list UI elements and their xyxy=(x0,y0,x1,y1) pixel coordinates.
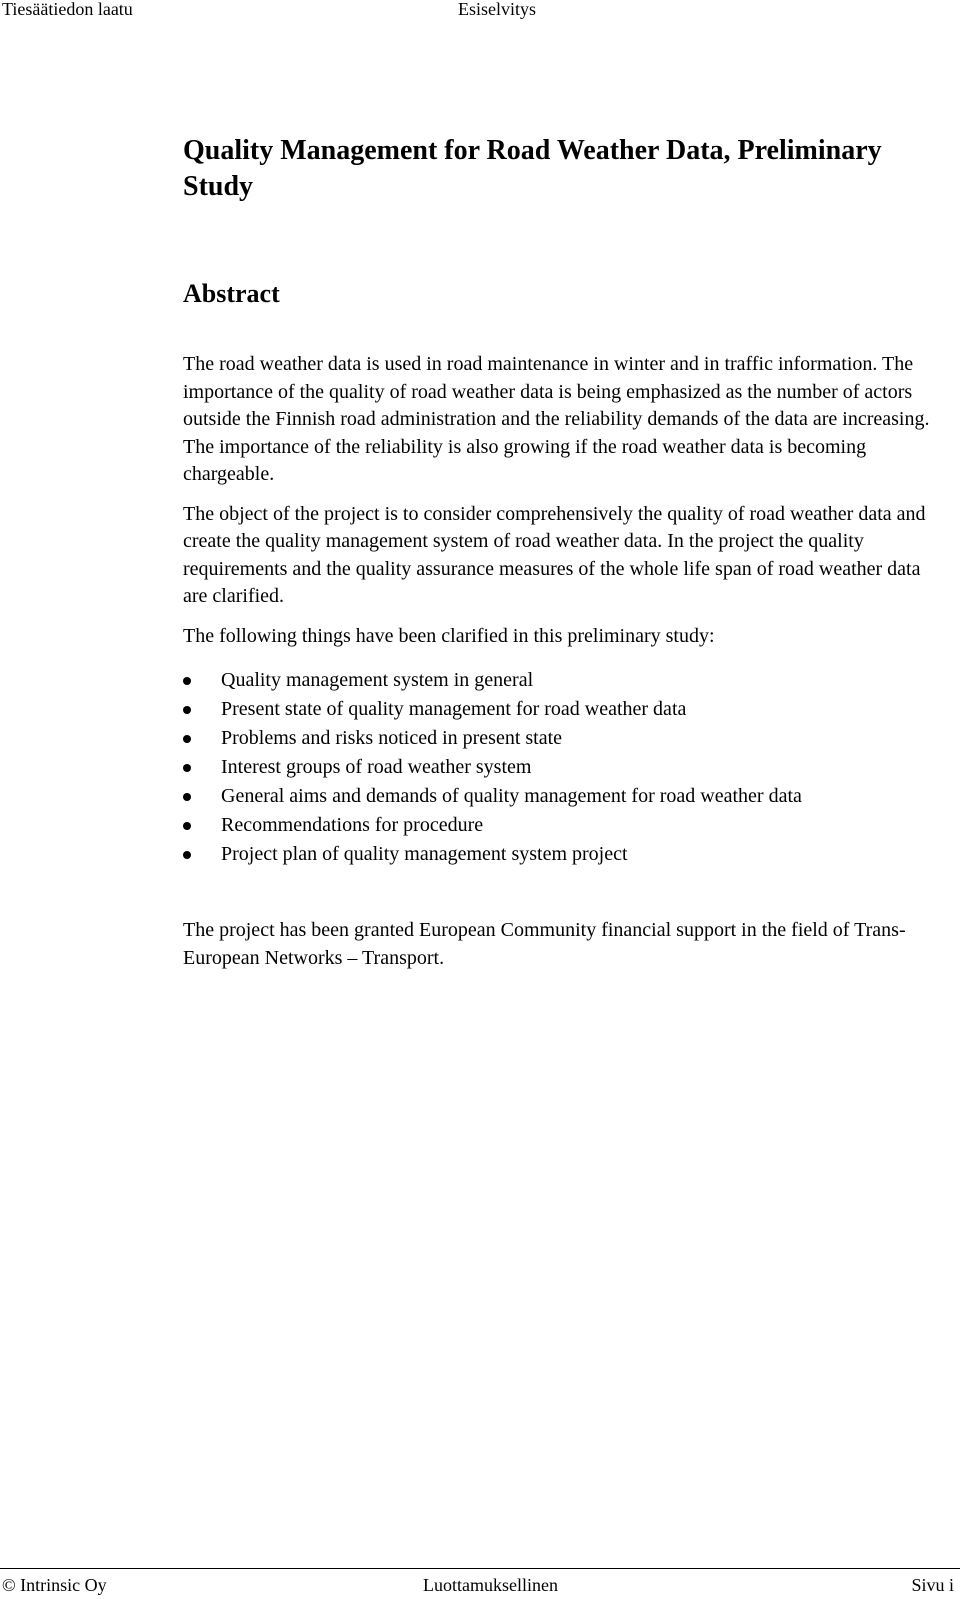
list-item-text: Present state of quality management for road weather data xyxy=(221,698,687,720)
page-header xyxy=(0,0,960,22)
abstract-heading: Abstract xyxy=(183,279,280,308)
list-item-text: Quality management system in general xyxy=(221,669,534,691)
header-document-type: Esiselvitys xyxy=(458,0,537,19)
list-item xyxy=(183,782,948,811)
document-title: Quality Management for Road Weather Data, Preliminary Study xyxy=(183,135,882,202)
funding-paragraph: The project has been granted European Community financial support in the field of Trans-European Networks – Transport. xyxy=(183,919,906,969)
bullet-icon xyxy=(183,764,191,772)
bullet-icon xyxy=(183,822,191,830)
footer-copyright: © Intrinsic Oy xyxy=(2,1575,107,1595)
list-item xyxy=(183,840,948,869)
list-item-text: Interest groups of road weather system xyxy=(221,756,532,778)
footer-divider xyxy=(0,1568,960,1569)
abstract-paragraph-2: The object of the project is to consider comprehensively the quality of road weather data and create the quality management system of road weather data. In the project the quality requirements and the quality assurance measures of the whole life span of road weather data are clarified. xyxy=(183,502,926,607)
list-item xyxy=(183,695,948,724)
list-item-text: General aims and demands of quality management for road weather data xyxy=(221,785,802,807)
page-footer xyxy=(0,1575,960,1597)
list-item-text: Problems and risks noticed in present state xyxy=(221,727,563,749)
list-item xyxy=(183,753,948,782)
header-document-name: Tiesäätiedon laatu xyxy=(2,0,133,19)
footer-page-number: Sivu i xyxy=(911,1575,954,1595)
bullet-icon xyxy=(183,677,191,685)
list-item xyxy=(183,666,948,695)
footer-confidentiality: Luottamuksellinen xyxy=(423,1575,558,1595)
clarified-items-list xyxy=(183,666,948,869)
list-item-text: Recommendations for procedure xyxy=(221,814,484,836)
abstract-paragraph-1: The road weather data is used in road maintenance in winter and in traffic information. The importance of the quality of road weather data is being emphasized as the number of actors outside the Finnish road administration and the reliability demands of the data are increasing. The importance of the reliability is also growing if the road weather data is becoming chargeable. xyxy=(183,353,930,485)
list-item xyxy=(183,724,948,753)
list-item xyxy=(183,811,948,840)
list-item-text: Project plan of quality management system project xyxy=(221,843,628,865)
abstract-paragraph-3: The following things have been clarified in this preliminary study: xyxy=(183,624,715,647)
page-content xyxy=(183,133,948,972)
bullet-icon xyxy=(183,735,191,743)
bullet-icon xyxy=(183,706,191,714)
bullet-icon xyxy=(183,793,191,801)
bullet-icon xyxy=(183,851,191,859)
